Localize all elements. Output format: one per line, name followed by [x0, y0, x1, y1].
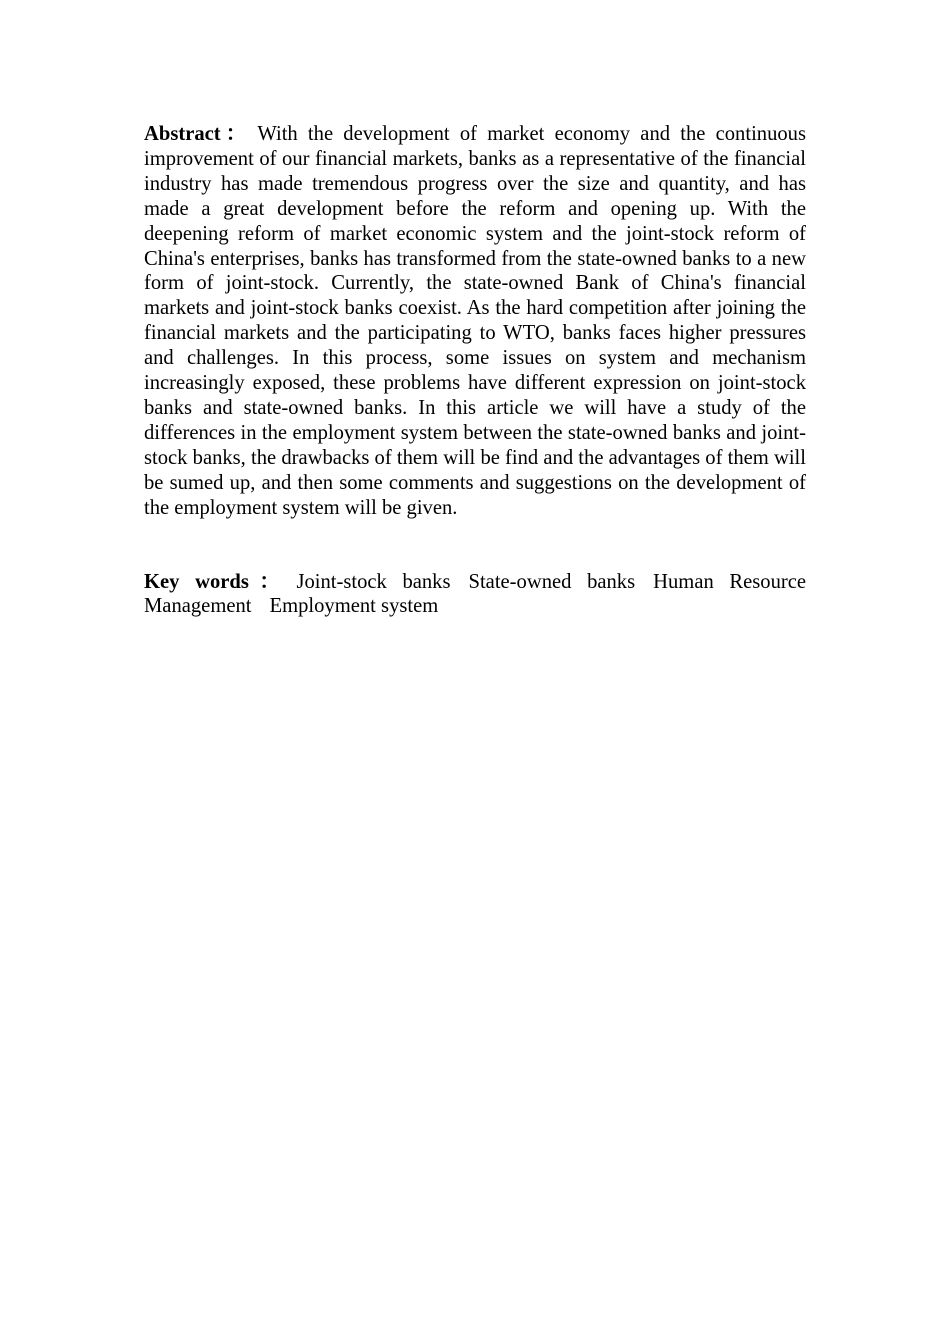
keywords-label: Key words: [144, 570, 249, 593]
abstract-paragraph: [144, 122, 806, 521]
abstract-label: Abstract: [144, 123, 221, 145]
keyword-item: State-owned banks: [468, 570, 636, 593]
abstract-colon: ：: [220, 123, 252, 145]
keyword-item: Joint-stock banks: [296, 570, 451, 593]
keywords-paragraph: [144, 570, 806, 620]
keyword-item: Employment system: [269, 595, 439, 618]
keyword-item: Human Resource Management: [144, 570, 807, 618]
abstract-text: With the development of market economy and the continuous improvement of our financial markets, banks as a representative of the financial industry has made tremendous progress over the size and quantity, and has made a great development before the reform and opening up. With the deepening reform of market economic system and the joint-stock reform of China's enterprises, banks has transformed from the state-owned banks to a new form of joint-stock. Currently, the state-owned Bank of China's financial markets and joint-stock banks coexist. As the hard competition after joining the financial markets and the participating to WTO, banks faces higher pressures and challenges. In this process, some issues on system and mechanism increasingly exposed, these problems have different expression on joint-stock banks and state-owned banks. In this article we will have a study of the differences in the employment system between the state-owned banks and joint-stock banks, the drawbacks of them will be find and the advantages of them will be sumed up, and then some comments and suggestions on the development of the employment system will be given.: [144, 123, 806, 519]
keywords-colon: ：: [248, 570, 291, 593]
document-page: [144, 122, 806, 619]
